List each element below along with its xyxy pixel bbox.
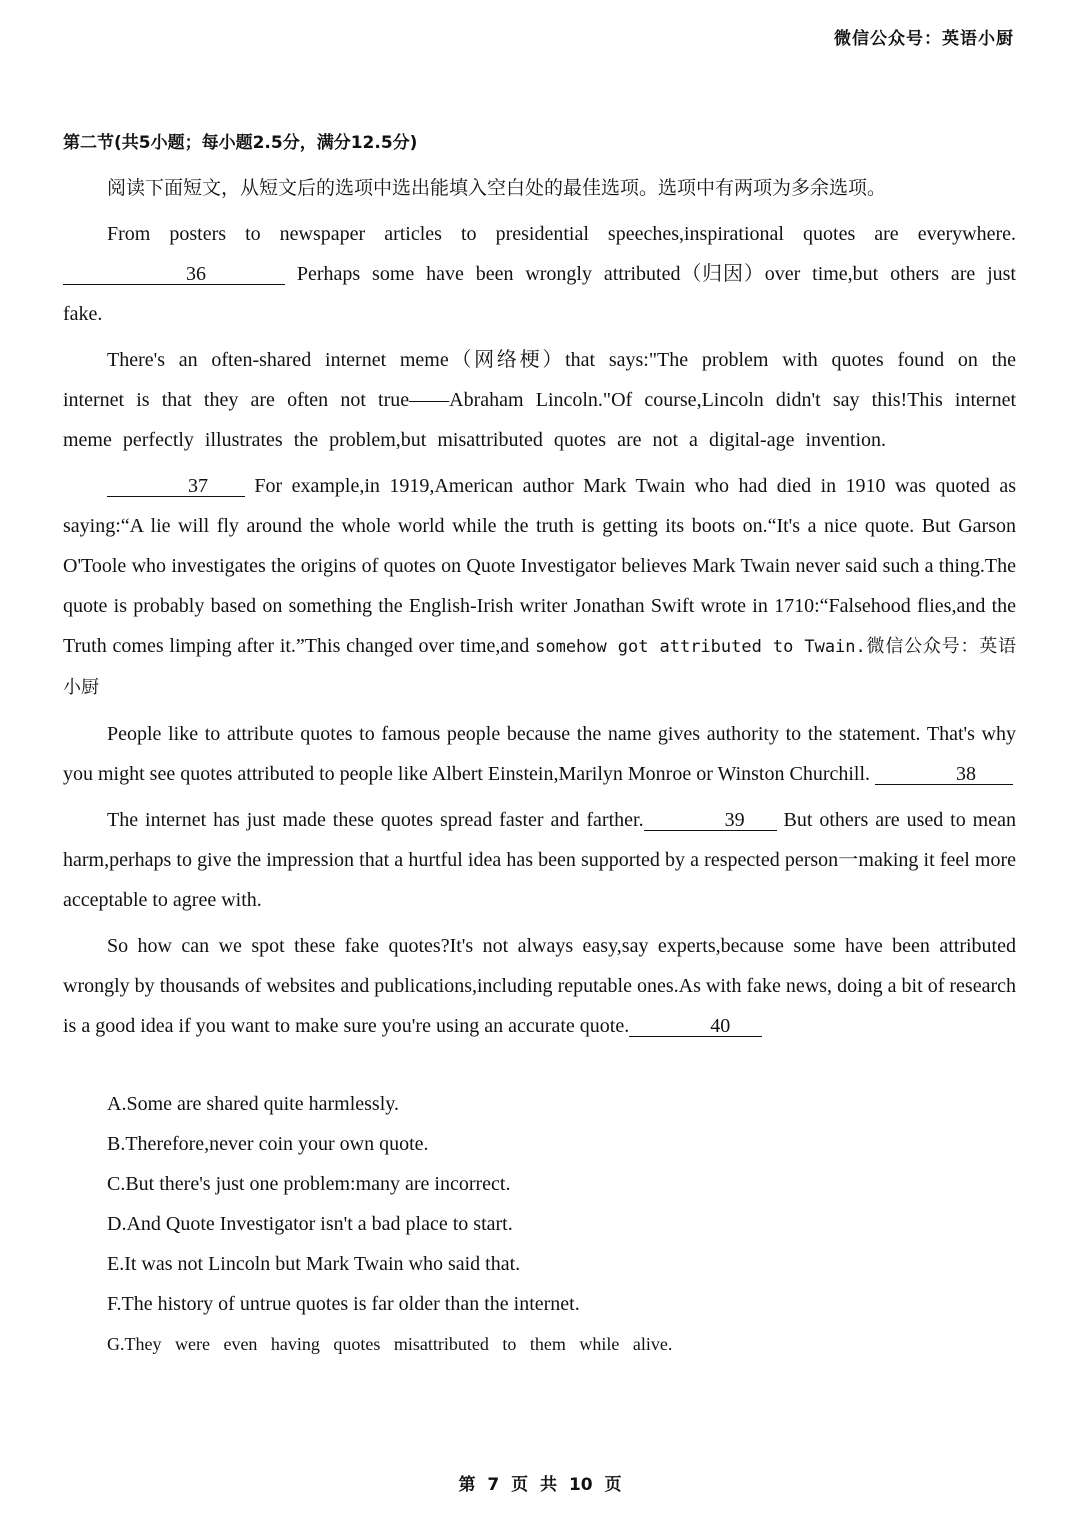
blank-38: 38 <box>875 764 1013 785</box>
paragraph-6-text: So how can we spot these fake quotes?It's not always easy,say experts,because some have been attributed wrongly by thousands of websites and publications,including reputable ones.As with fake news, doing a bit of research is a good idea if you want to make sure you're using an accurate quote. <box>63 935 1016 1037</box>
paragraph-3 <box>63 466 1016 708</box>
page-number: 第 7 页 共 10 页 <box>458 1475 622 1495</box>
inline-watermark: 微信公众号：英语小厨 <box>63 636 1017 698</box>
blank-39: 39 <box>644 810 777 831</box>
answer-options <box>107 1084 672 1364</box>
paragraph-3-tail: somehow got attributed to Twain. <box>535 637 866 657</box>
paragraph-1 <box>63 214 1016 334</box>
option-g: G.They were even having quotes misattributed to them while alive. <box>107 1334 673 1354</box>
page-header-watermark: 微信公众号：英语小厨 <box>834 29 1014 49</box>
option-c: C.But there's just one problem:many are incorrect. <box>107 1173 511 1195</box>
blank-36: 36 <box>63 264 285 285</box>
section-title: 第二节(共5小题；每小题2.5分，满分12.5分) <box>63 133 418 153</box>
blank-40: 40 <box>629 1016 762 1037</box>
option-f: F.The history of untrue quotes is far older than the internet. <box>107 1293 580 1315</box>
paragraph-1-text-a: From posters to newspaper articles to presidential speeches,inspirational quotes are everywhere. <box>107 223 1016 245</box>
blank-37: 37 <box>107 476 245 497</box>
option-d: D.And Quote Investigator isn't a bad place to start. <box>107 1213 513 1235</box>
paragraph-5-text-a: The internet has just made these quotes spread faster and farther. <box>107 809 644 831</box>
paragraph-4-text: People like to attribute quotes to famous people because the name gives authority to the statement. That's why you might see quotes attributed to people like Albert Einstein,Marilyn Monroe or Winston Churchill. <box>63 723 1016 785</box>
option-b: B.Therefore,never coin your own quote. <box>107 1133 429 1155</box>
paragraph-3-text: For example,in 1919,American author Mark Twain who had died in 1910 was quoted as saying:“A lie will fly around the whole world while the truth is getting its boots on.“It's a nice quote. But Garson O'Toole who investigates the origins of quotes on Quote Investigator believes Mark Twain never said such a thing.The quote is probably based on something the English-Irish writer Jonathan Swift wrote in 1710:“Falsehood flies,and the Truth comes limping after it.”This changed over time,and <box>63 475 1016 657</box>
passage <box>63 168 1016 1052</box>
paragraph-5-text-b: But others are used to mean harm,perhaps to give the impression that a hurtful idea has been supported by a respected person一making it feel more acceptable to agree with. <box>63 809 1016 911</box>
paragraph-4 <box>63 714 1016 794</box>
instruction-text: 阅读下面短文，从短文后的选项中选出能填入空白处的最佳选项。选项中有两项为多余选项。 <box>107 177 887 199</box>
paragraph-6 <box>63 926 1016 1046</box>
paragraph-1-text-b: Perhaps some have been wrongly attributed（归因）over time,but others are just fake. <box>63 263 1016 325</box>
option-e: E.It was not Lincoln but Mark Twain who said that. <box>107 1253 521 1275</box>
paragraph-5 <box>63 800 1016 920</box>
option-a: A.Some are shared quite harmlessly. <box>107 1093 399 1115</box>
paragraph-2: There's an often-shared internet meme（网络梗）that says:"The problem with quotes found on the internet is that they are often not true——Abraham Lincoln."Of course,Lincoln didn't say this!This internet meme perfectly illustrates the problem,but misattributed quotes are not a digital-age invention. <box>63 349 1016 451</box>
